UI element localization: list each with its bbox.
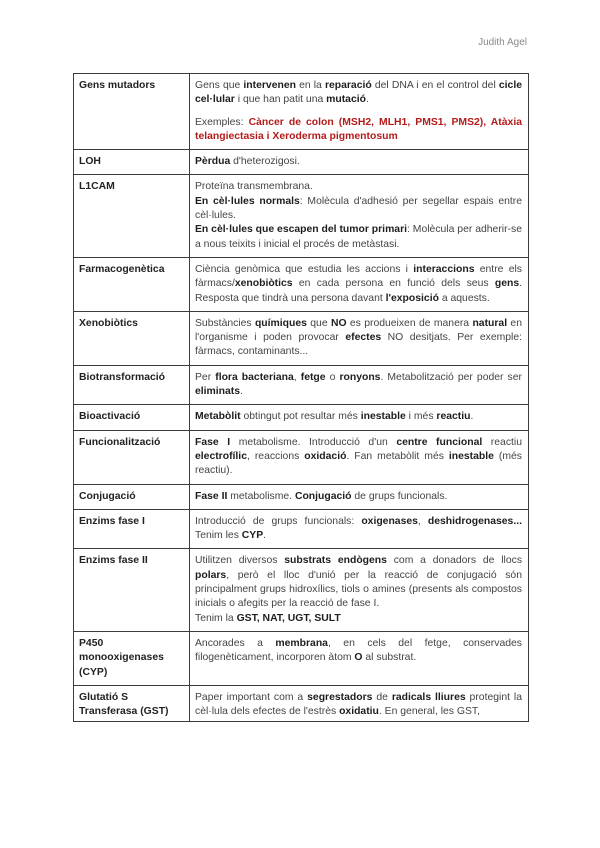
def-text: , — [417, 515, 428, 527]
def-text: Paper important com a — [195, 691, 308, 703]
def-text: . Resposta que tindrà una persona davant — [195, 278, 522, 304]
def-bold: En cèl·lules que escapen del tumor primari — [195, 224, 408, 236]
def-text: . — [263, 530, 267, 542]
term-cell: Gens mutadors — [74, 74, 190, 150]
def-bold: Pèrdua — [195, 156, 231, 168]
def-text: metabolisme. Introducció d'un — [230, 436, 397, 448]
def-text: i més — [405, 411, 437, 423]
def-bold: xenobiòtics — [234, 278, 293, 290]
def-text: o — [325, 371, 340, 383]
def-bold: l'exposició — [385, 292, 439, 304]
term-cell: Farmacogenètica — [74, 257, 190, 311]
def-text: que — [306, 317, 331, 329]
def-bold: mutació — [326, 94, 366, 106]
table-row — [74, 365, 529, 405]
def-text: en cada persona en funció dels seus — [292, 278, 495, 290]
def-bold: reparació — [324, 80, 372, 91]
table-row — [74, 175, 529, 257]
def-text: metabolisme. — [227, 490, 295, 502]
def-bold: oxigenases — [361, 515, 418, 527]
definition-cell — [190, 631, 529, 685]
def-bold: deshidrogenases... — [427, 515, 522, 527]
def-text: de grups funcionals. — [351, 490, 448, 502]
def-paragraph — [195, 612, 522, 626]
def-text: reactiu — [482, 436, 522, 448]
def-text: Gens que — [195, 80, 244, 91]
def-bold: inestable — [448, 450, 494, 462]
def-line — [195, 195, 522, 224]
def-text: Ciència genòmica que estudia les accions i — [195, 263, 414, 275]
def-text: Substàncies — [195, 317, 255, 329]
def-text: Tenim les — [195, 530, 242, 542]
table-row — [74, 509, 529, 549]
def-bold: oxidatiu — [339, 706, 379, 718]
table-row — [74, 74, 529, 150]
term-cell: Enzims fase II — [74, 549, 190, 631]
def-text: en la — [295, 80, 325, 91]
def-bold: químiques — [254, 317, 307, 329]
def-bold: efectes — [345, 332, 382, 344]
def-text: d'heterozigosi. — [230, 156, 300, 168]
term-cell: L1CAM — [74, 175, 190, 257]
def-text: Proteïna transmembrana. — [195, 181, 313, 193]
def-bold: Metabòlit — [195, 411, 241, 423]
definition-cell — [190, 311, 529, 365]
term-cell: Xenobiòtics — [74, 311, 190, 365]
def-text: , en cels del fetge, conservades filogenèticament, incorporen àtom — [195, 637, 522, 664]
term-cell: Enzims fase I — [74, 509, 190, 549]
def-bold: centre funcional — [396, 436, 483, 448]
def-text: entre els fàrmacs/ — [195, 263, 522, 290]
definition-cell — [190, 74, 529, 150]
examples-label: Exemples: — [195, 116, 249, 128]
def-bold: ronyons — [339, 371, 381, 383]
table-row — [74, 257, 529, 311]
def-bold: intervenen — [243, 80, 296, 91]
def-bold: polars — [195, 569, 227, 581]
term-cell: Biotransformació — [74, 365, 190, 405]
def-text: , però el lloc d'unió per la reacció de conjugació són principalment grups hidroxílics, tiols o amines (presents als compostos inicials o afegits per la reacció de fase I. — [195, 569, 522, 610]
def-bold: eliminats — [195, 386, 241, 398]
glossary-table — [73, 73, 529, 722]
term-cell: Glutatió S Transferasa (GST) — [74, 685, 190, 722]
def-text: . En general, les GST, — [378, 706, 480, 718]
def-bold: CYP — [241, 530, 264, 542]
def-bold: cicle cel·lular — [195, 80, 522, 106]
def-bold: GST, NAT, UGT, SULT — [236, 612, 341, 624]
term-cell: LOH — [74, 150, 190, 175]
def-bold: Fase I — [195, 436, 231, 448]
def-bold: En cèl·lules normals — [195, 195, 300, 207]
def-text: (més reactiu). — [195, 450, 522, 477]
table-row — [74, 430, 529, 484]
def-text: Introducció de grups funcionals: — [195, 515, 362, 527]
def-bold: Fase II — [195, 490, 228, 502]
def-text: Ancorades a — [195, 637, 276, 649]
definition-cell — [190, 175, 529, 257]
def-bold: segrestadors — [307, 691, 373, 703]
def-bold: natural — [472, 317, 508, 329]
def-paragraph — [195, 554, 522, 611]
table-row — [74, 685, 529, 722]
def-text: , reaccions — [246, 450, 305, 462]
def-bold: flora bacteriana — [215, 371, 294, 383]
def-bold: reactiu — [436, 411, 471, 423]
def-text: , — [293, 371, 301, 383]
table-row — [74, 631, 529, 685]
def-text: Per — [195, 371, 216, 383]
def-text: de — [372, 691, 392, 703]
def-bold: NO — [330, 317, 347, 329]
def-bold: electrofílic — [195, 450, 247, 462]
definition-cell — [190, 484, 529, 509]
table-row — [74, 549, 529, 631]
definition-cell — [190, 685, 529, 722]
definition-cell — [190, 257, 529, 311]
def-bold: inestable — [360, 411, 406, 423]
definition-cell — [190, 509, 529, 549]
def-bold: membrana — [275, 637, 328, 649]
def-text: . — [365, 94, 369, 106]
def-text: i que han patit una — [234, 94, 327, 106]
def-bold: O — [354, 652, 363, 664]
term-cell: Bioactivació — [74, 405, 190, 430]
def-text: Utilitzen diversos — [195, 555, 285, 567]
def-bold: fetge — [300, 371, 326, 383]
term-cell: Conjugació — [74, 484, 190, 509]
def-text: a aquests. — [438, 292, 490, 304]
def-bold: radicals lliures — [391, 691, 466, 703]
table-row — [74, 311, 529, 365]
def-line — [195, 223, 522, 252]
definition-cell — [190, 150, 529, 175]
examples-highlight: Càncer de colon (MSH2, MLH1, PMS1, PMS2), Atàxia telangiectasia i Xeroderma pigmentosum — [195, 116, 522, 142]
definition-cell — [190, 549, 529, 631]
definition-cell — [190, 405, 529, 430]
def-text: com a donadors de llocs — [386, 555, 523, 567]
page-header-author: Judith Agel — [478, 37, 527, 48]
term-cell: P450 monooxigenases (CYP) — [74, 631, 190, 685]
definition-cell — [190, 365, 529, 405]
def-text: . Metabolització per poder ser — [380, 371, 522, 383]
def-text: . — [470, 411, 474, 423]
definition-cell — [190, 430, 529, 484]
def-text: obtingut pot resultar més — [240, 411, 361, 423]
def-text: es produeixen de manera — [346, 317, 473, 329]
def-text: al substrat. — [362, 652, 417, 664]
def-text: NO desitjats. Per exemple: fàrmacs, contaminants... — [195, 332, 522, 358]
def-text: Tenim la — [195, 612, 237, 624]
def-bold: Conjugació — [294, 490, 352, 502]
def-text: . Fan metabòlit més — [346, 450, 449, 462]
def-text: protegint la cèl·lula dels efectes de l'estrès — [195, 691, 522, 718]
paragraph-gap — [195, 108, 522, 116]
term-cell: Funcionalització — [74, 430, 190, 484]
def-bold: interaccions — [413, 263, 475, 275]
def-bold: gens — [494, 278, 520, 290]
def-text: del DNA i en el control del — [371, 80, 499, 91]
def-text: en l'organisme i poden provocar — [195, 317, 522, 344]
def-bold: oxidació — [304, 450, 347, 462]
table-row — [74, 484, 529, 509]
table-row — [74, 150, 529, 175]
def-bold: substrats endògens — [284, 555, 387, 567]
table-row — [74, 405, 529, 430]
def-text: : Molècula per adherir-se a nous teixits i inicial el procés de metàstasi. — [195, 224, 522, 250]
def-text: : Molècula d'adhesió per segellar espais entre cèl·lules. — [195, 195, 523, 222]
def-text: . — [240, 386, 243, 398]
